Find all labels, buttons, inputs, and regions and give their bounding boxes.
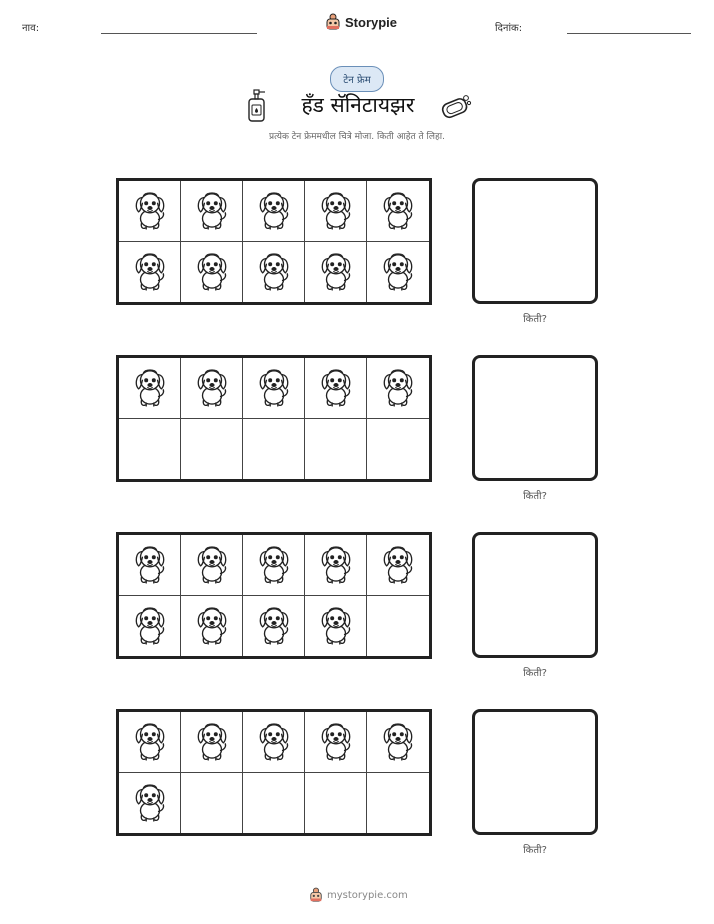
frame-cell: [305, 358, 367, 419]
frame-cell: [119, 596, 181, 657]
ten-frame: [116, 178, 432, 305]
frame-cell: [119, 358, 181, 419]
answer-box[interactable]: [472, 355, 598, 481]
frame-cell: [305, 181, 367, 242]
frame-cell: [181, 712, 243, 773]
frame-cell: [305, 712, 367, 773]
frame-cell: [243, 419, 305, 480]
puppy-icon: [379, 248, 417, 296]
answer-box[interactable]: [472, 178, 598, 304]
ten-frame: [116, 532, 432, 659]
frame-cell: [243, 596, 305, 657]
puppy-icon: [193, 718, 231, 766]
frame-cell: [305, 773, 367, 834]
puppy-icon: [379, 718, 417, 766]
frame-cell: [181, 773, 243, 834]
frame-cell: [305, 596, 367, 657]
soap-pump-bottle-icon: [246, 89, 268, 123]
soap-bar-icon: [440, 94, 472, 120]
date-line[interactable]: [567, 33, 691, 34]
puppy-icon: [317, 187, 355, 235]
puppy-icon: [317, 248, 355, 296]
puppy-icon: [255, 718, 293, 766]
frame-cell: [367, 181, 429, 242]
answer-box[interactable]: [472, 709, 598, 835]
frame-cell: [181, 242, 243, 303]
frame-cell: [367, 773, 429, 834]
puppy-icon: [317, 541, 355, 589]
puppy-icon: [193, 248, 231, 296]
frame-cell: [243, 358, 305, 419]
puppy-icon: [379, 364, 417, 412]
instructions: प्रत्येक टेन फ्रेममधील चित्रे मोजा. किती आहेत ते लिहा.: [269, 132, 445, 142]
puppy-icon: [317, 718, 355, 766]
answer-label: किती?: [523, 845, 547, 856]
name-line[interactable]: [101, 33, 257, 34]
frame-cell: [243, 181, 305, 242]
answer-box[interactable]: [472, 532, 598, 658]
frame-cell: [243, 712, 305, 773]
answer-label: किती?: [523, 491, 547, 502]
frame-cell: [243, 773, 305, 834]
puppy-icon: [131, 248, 169, 296]
frame-cell: [243, 535, 305, 596]
puppy-icon: [255, 602, 293, 650]
frame-cell: [367, 535, 429, 596]
puppy-icon: [131, 541, 169, 589]
puppy-icon: [193, 187, 231, 235]
puppy-icon: [255, 541, 293, 589]
frame-cell: [119, 242, 181, 303]
brand-logo: [325, 13, 397, 31]
puppy-icon: [193, 541, 231, 589]
name-label: नाव:: [22, 23, 40, 34]
ten-frame: [116, 709, 432, 836]
ten-frame: [116, 355, 432, 482]
frame-cell: [305, 535, 367, 596]
puppy-icon: [131, 602, 169, 650]
footer: [309, 887, 408, 903]
frame-cell: [119, 712, 181, 773]
topic-badge: टेन फ्रेम: [330, 66, 384, 92]
storypie-mascot-icon: [309, 887, 323, 903]
frame-cell: [367, 419, 429, 480]
answer-label: किती?: [523, 314, 547, 325]
brand-name: Storypie: [345, 14, 398, 30]
frame-cell: [119, 419, 181, 480]
frame-cell: [119, 181, 181, 242]
puppy-icon: [379, 541, 417, 589]
puppy-icon: [131, 187, 169, 235]
footer-url: mystorypie.com: [327, 889, 408, 901]
frame-cell: [367, 712, 429, 773]
puppy-icon: [131, 779, 169, 827]
puppy-icon: [193, 364, 231, 412]
frame-cell: [119, 535, 181, 596]
puppy-icon: [317, 602, 355, 650]
frame-cell: [181, 596, 243, 657]
frame-cell: [367, 242, 429, 303]
puppy-icon: [255, 187, 293, 235]
answer-label: किती?: [523, 668, 547, 679]
puppy-icon: [193, 602, 231, 650]
storypie-mascot-icon: [325, 13, 341, 31]
frame-cell: [367, 596, 429, 657]
frame-cell: [181, 358, 243, 419]
frame-cell: [305, 242, 367, 303]
frame-cell: [181, 419, 243, 480]
date-label: दिनांक:: [495, 23, 523, 34]
frame-cell: [181, 535, 243, 596]
frame-cell: [305, 419, 367, 480]
frame-cell: [181, 181, 243, 242]
puppy-icon: [131, 364, 169, 412]
puppy-icon: [131, 718, 169, 766]
frame-cell: [119, 773, 181, 834]
frame-cell: [243, 242, 305, 303]
frame-cell: [367, 358, 429, 419]
puppy-icon: [379, 187, 417, 235]
worksheet-title: हँड सॅनिटायझर: [301, 93, 415, 117]
puppy-icon: [255, 364, 293, 412]
puppy-icon: [255, 248, 293, 296]
puppy-icon: [317, 364, 355, 412]
